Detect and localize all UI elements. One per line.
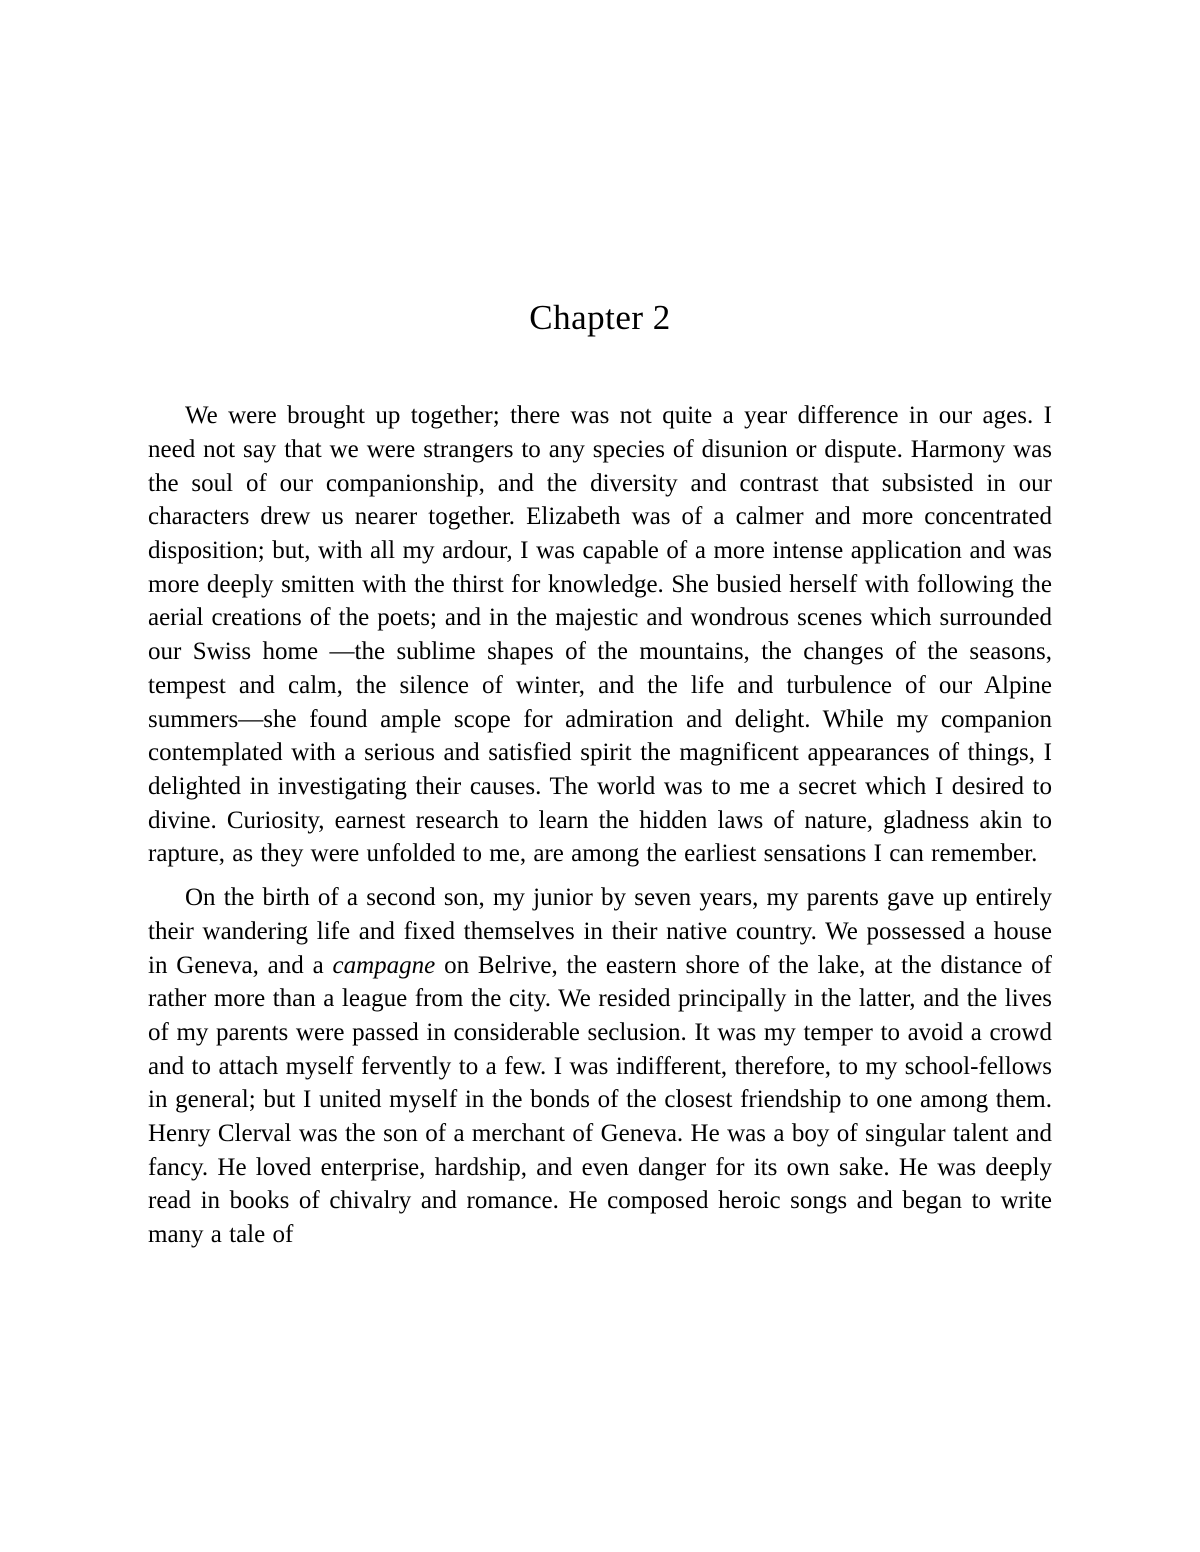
paragraph-2-text-after-italic: on Belrive, the eastern shore of the lake, at the distance of rather more than a league from the city. We resided principally in the latter, and the lives of my parents were passed in considerable seclusion. It was my temper to avoid a crowd and to attach myself fervently to a few. I was indifferent, therefore, to my school-fellows in general; but I united myself in the bonds of the closest friendship to one among them. Henry Clerval was the son of a merchant of Geneva. He was a boy of singular talent and fancy. He loved enterprise, hardship, and even danger for its own sake. He was deeply read in books of chivalry and romance. He composed heroic songs and began to write many a tale of	[148, 951, 1052, 1249]
chapter-title: Chapter 2	[529, 298, 671, 337]
paragraph-2-italic-word: campagne	[332, 951, 436, 979]
paragraph-2	[148, 881, 1052, 1252]
paragraph-2-text-before-italic: On the birth of a second son, my junior by seven years, my parents gave up entirely their wandering life and fixed themselves in their native country. We possessed a house in Geneva, and a	[148, 884, 1052, 979]
text-block	[148, 399, 1052, 1252]
paragraph-1: We were brought up together; there was not quite a year difference in our ages. I need not say that we were strangers to any species of disunion or dispute. Harmony was the soul of our companionship, and the diversity and contrast that subsisted in our characters drew us nearer together. Elizabeth was of a calmer and more concentrated disposition; but, with all my ardour, I was capable of a more intense application and was more deeply smitten with the thirst for knowledge. She busied herself with following the aerial creations of the poets; and in the majestic and wondrous scenes which surrounded our Swiss home —the sublime shapes of the mountains, the changes of the seasons, tempest and calm, the silence of winter, and the life and turbulence of our Alpine summers—she found ample scope for admiration and delight. While my companion contemplated with a serious and satisfied spirit the magnificent appearances of things, I delighted in investigating their causes. The world was to me a secret which I desired to divine. Curiosity, earnest research to learn the hidden laws of nature, gladness akin to rapture, as they were unfolded to me, are among the earliest sensations I can remember.	[148, 402, 1052, 868]
